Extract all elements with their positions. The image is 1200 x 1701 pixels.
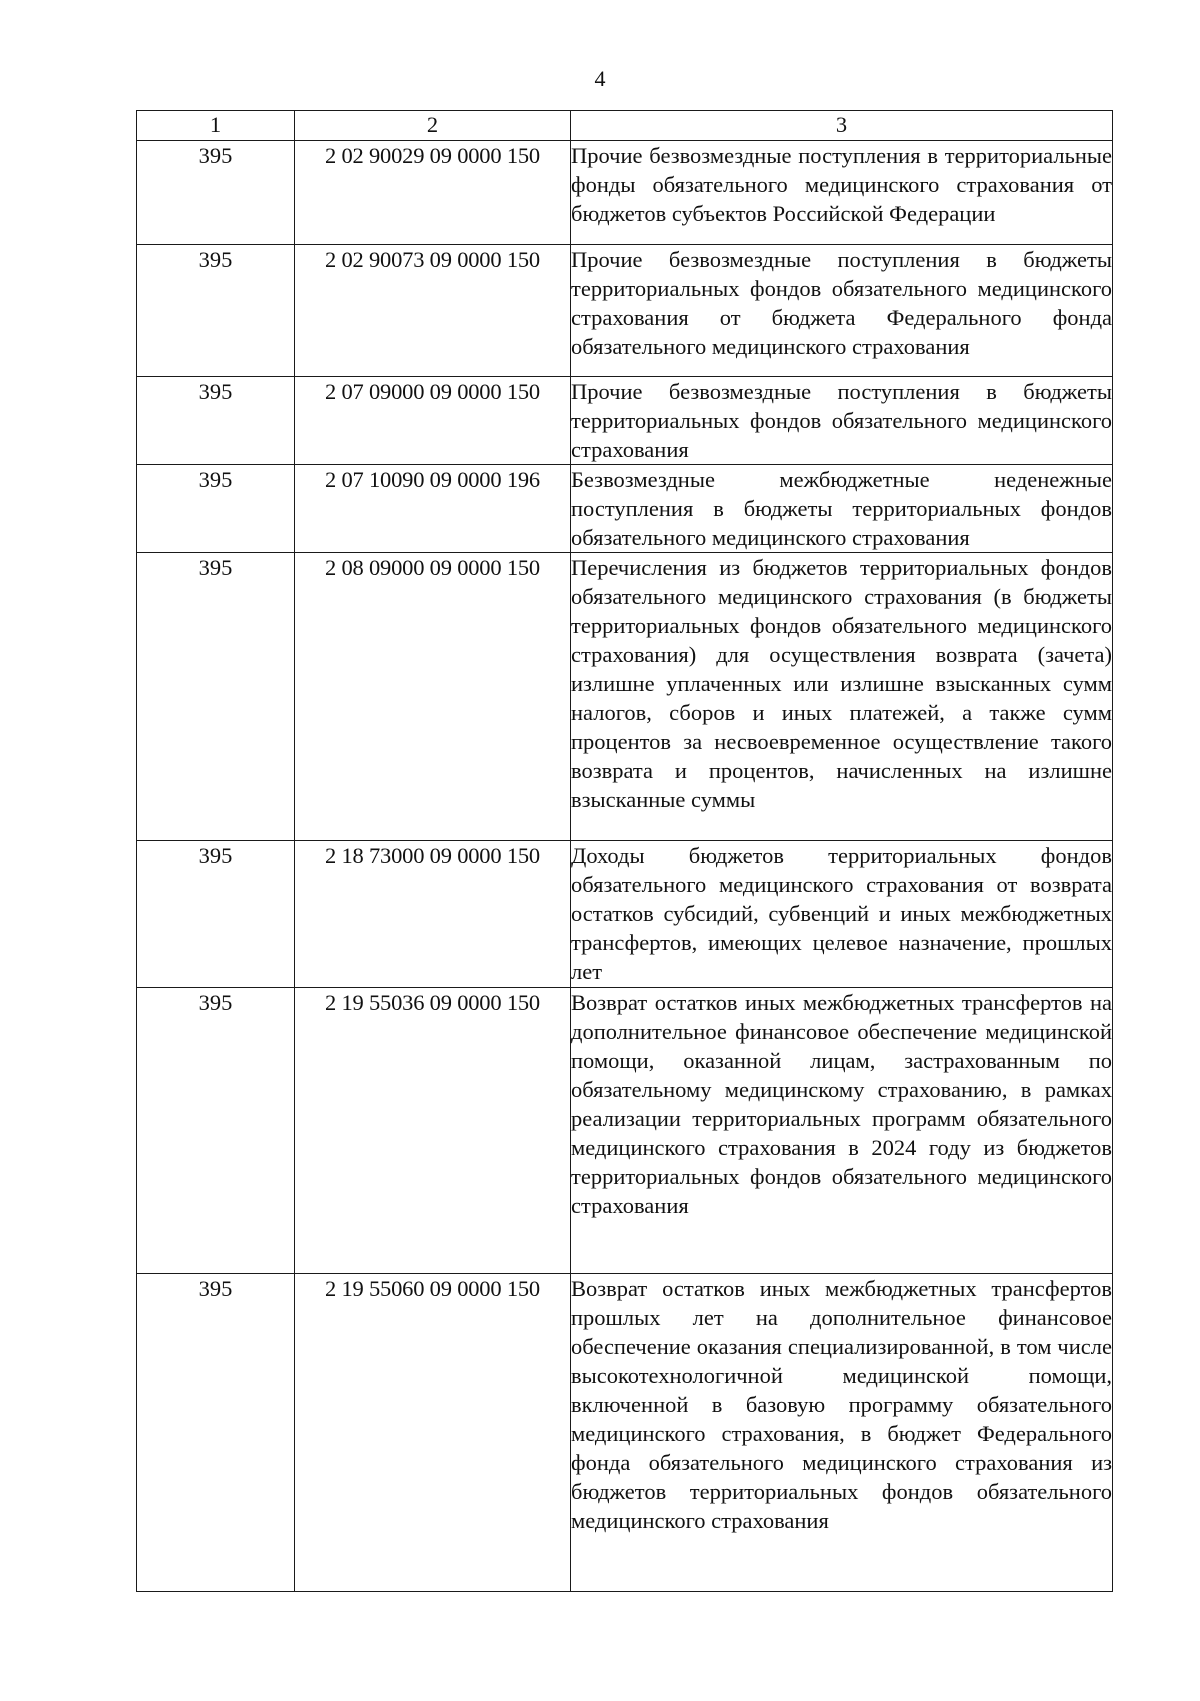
income-name-cell: Прочие безвозмездные поступления в бюджеты территориальных фондов обязательного медицинского страхования (571, 377, 1113, 465)
column-number-2: 2 (295, 111, 571, 141)
table-row (137, 1274, 1113, 1592)
table-row (137, 988, 1113, 1274)
budget-code-cell: 2 19 55060 09 0000 150 (295, 1274, 571, 1592)
income-name-cell: Возврат остатков иных межбюджетных трансфертов прошлых лет на дополнительное финансовое обеспечение оказания специализированной, в том числе высокотехнологичной медицинской помощи, включенной в базовую программу обязательного медицинского страхования, в бюджет Федерального фонда обязательного медицинского страхования из бюджетов территориальных фондов обязательного медицинского страхования (571, 1274, 1113, 1592)
income-name-cell: Прочие безвозмездные поступления в бюджеты территориальных фондов обязательного медицинского страхования от бюджета Федерального фонда обязательного медицинского страхования (571, 245, 1113, 377)
budget-code-cell: 2 18 73000 09 0000 150 (295, 841, 571, 988)
admin-code-cell: 395 (137, 377, 295, 465)
budget-code-cell: 2 07 09000 09 0000 150 (295, 377, 571, 465)
table-row (137, 841, 1113, 988)
admin-code-cell: 395 (137, 553, 295, 841)
budget-code-cell: 2 19 55036 09 0000 150 (295, 988, 571, 1274)
table-row (137, 553, 1113, 841)
income-name-cell: Доходы бюджетов территориальных фондов обязательного медицинского страхования от возврата остатков субсидий, субвенций и иных межбюджетных трансфертов, имеющих целевое назначение, прошлых лет (571, 841, 1113, 988)
table-header-row (137, 111, 1113, 141)
admin-code-cell: 395 (137, 465, 295, 553)
column-number-3: 3 (571, 111, 1113, 141)
table-row (137, 377, 1113, 465)
admin-code-cell: 395 (137, 245, 295, 377)
budget-code-cell: 2 02 90073 09 0000 150 (295, 245, 571, 377)
table-row (137, 141, 1113, 245)
income-name-cell: Возврат остатков иных межбюджетных трансфертов на дополнительное финансовое обеспечение медицинской помощи, оказанной лицам, застрахованным по обязательному медицинскому страхованию, в рамках реализации территориальных программ обязательного медицинского страхования в 2024 году из бюджетов территориальных фондов обязательного медицинского страхования (571, 988, 1113, 1274)
income-name-cell: Перечисления из бюджетов территориальных фондов обязательного медицинского страхования (в бюджеты территориальных фондов обязательного медицинского страхования) для осуществления возврата (зачета) излишне уплаченных или излишне взысканных сумм налогов, сборов и иных платежей, а также сумм процентов за несвоевременное осуществление такого возврата и процентов, начисленных на излишне взысканные суммы (571, 553, 1113, 841)
column-number-1: 1 (137, 111, 295, 141)
table-row (137, 245, 1113, 377)
table-row (137, 465, 1113, 553)
admin-code-cell: 395 (137, 1274, 295, 1592)
admin-code-cell: 395 (137, 141, 295, 245)
income-name-cell: Прочие безвозмездные поступления в территориальные фонды обязательного медицинского страхования от бюджетов субъектов Российской Федерации (571, 141, 1113, 245)
income-name-cell: Безвозмездные межбюджетные неденежные поступления в бюджеты территориальных фондов обязательного медицинского страхования (571, 465, 1113, 553)
admin-code-cell: 395 (137, 988, 295, 1274)
page-number: 4 (594, 66, 606, 91)
budget-codes-table (136, 110, 1113, 1592)
budget-code-cell: 2 08 09000 09 0000 150 (295, 553, 571, 841)
budget-code-cell: 2 02 90029 09 0000 150 (295, 141, 571, 245)
budget-code-cell: 2 07 10090 09 0000 196 (295, 465, 571, 553)
admin-code-cell: 395 (137, 841, 295, 988)
